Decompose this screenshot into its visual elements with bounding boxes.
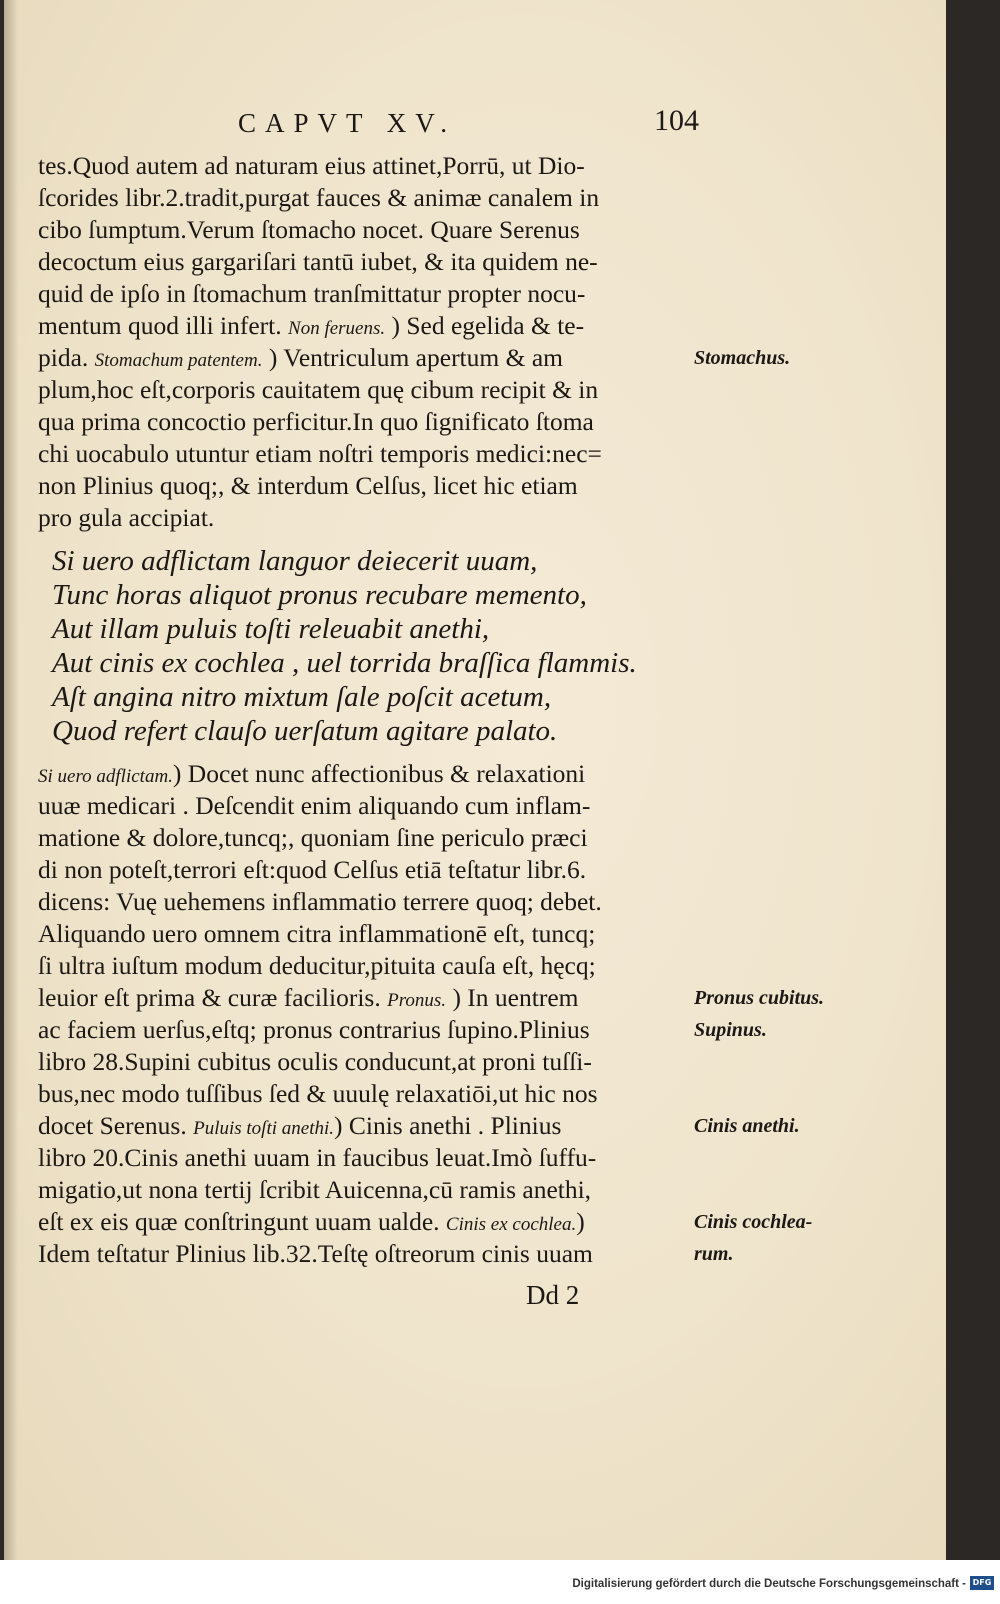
text-line: cibo ſumptum.Verum ſtomacho nocet. Quare Serenus [38,215,580,244]
text-line: libro 28.Supini cubitus oculis conducunt,at proni tuſſi- [38,1047,592,1076]
text-segment: mentum quod illi infert. [38,311,289,340]
footer-bar [0,1560,1000,1604]
running-head: CAPVT XV. [238,108,457,138]
text-line: uuæ medicari . Deſcendit enim aliquando cum inflam- [38,791,591,820]
text-line [38,1110,561,1144]
text-line: non Plinius quoq;, & interdum Celſus, licet hic etiam [38,471,578,500]
lemma-reference: Puluis toſti anethi. [193,1118,335,1139]
margin-note: Supinus. [694,1019,767,1041]
text-line: migatio,ut nona tertij ſcribit Auicenna,cū ramis anethi, [38,1175,592,1204]
text-line: bus,nec modo tuſſibus ſed & uuulę relaxatiōi,ut hic nos [38,1079,598,1108]
signature-mark: Dd 2 [526,1280,580,1310]
text-line [38,1206,585,1240]
verse-line: Tunc horas aliquot pronus recubare memento, [52,579,587,611]
lemma-reference: Cinis ex cochlea. [445,1214,577,1235]
margin-note: Cinis anethi. [694,1115,800,1137]
text-segment: docet Serenus. [38,1111,194,1140]
text-segment: ) In uentrem [446,983,579,1012]
verse-line: Aut illam puluis toſti releuabit anethi, [52,613,490,645]
page-gutter [4,0,18,1560]
margin-note: Pronus cubitus. [694,987,825,1009]
page-number: 104 [654,104,699,137]
verse-line: Aut cinis ex cochlea , uel torrida braſſica flammis. [52,647,637,679]
text-line: tes.Quod autem ad naturam eius attinet,Porrū, ut Dio- [38,151,585,180]
text-line: decoctum eius gargariſari tantū iubet, & ita quidem ne- [38,247,598,276]
text-line [38,342,563,376]
text-line: quid de ipſo in ſtomachum tranſmittatur propter nocu- [38,279,586,308]
page-header [38,104,718,148]
text-line: pro gula accipiat. [38,503,215,532]
text-segment: ) Sed egelida & te- [385,311,585,340]
text-line: ſi ultra iuſtum modum deducitur,pituita cauſa eſt, hęcq; [38,951,596,980]
text-line: Aliquando uero omnem citra inflammationē eſt, tuncq; [38,919,596,948]
verse-line: Si uero adflictam languor deiecerit uuam, [52,545,538,577]
lemma-reference: Stomachum patentem. [94,350,263,371]
verse-line: Quod refert clauſo uerſatum agitare palato. [52,715,558,747]
lemma-reference: Non feruens. [288,318,386,339]
text-line: Idem teſtatur Plinius lib.32.Teſtę oſtreorum cinis uuam [38,1239,593,1268]
text-segment: ) Ventriculum apertum & am [262,343,563,372]
text-line: di non poteſt,terrori eſt:quod Celſus etiā teſtatur libr.6. [38,855,587,884]
dfg-logo-icon: DFG [970,1576,994,1590]
verse-line: Aſt angina nitro mixtum ſale poſcit acetum, [52,681,552,713]
text-line [38,758,585,792]
text-line: libro 20.Cinis anethi uuam in faucibus leuat.Imò ſuffu- [38,1143,597,1172]
margin-note: Cinis cochlea- [694,1211,813,1233]
text-line: ac faciem uerſus,eſtq; pronus contrarius ſupino.Plinius [38,1015,590,1044]
text-segment: ) Cinis anethi . Plinius [334,1111,562,1140]
funding-credit: Digitalisierung gefördert durch die Deutsche Forschungsgemeinschaft - [572,1578,966,1590]
text-segment: pida. [38,343,95,372]
margin-note: Stomachus. [694,347,791,369]
text-segment: ) Docet nunc affectionibus & relaxationi [172,759,586,788]
lemma-reference: Si uero adflictam. [38,766,173,787]
book-page [4,0,946,1560]
text-segment: ) [576,1207,585,1236]
text-line: matione & dolore,tuncq;, quoniam ſine periculo præci [38,823,588,852]
text-line: dicens: Vuę uehemens inflammatio terrere quoq; debet. [38,887,602,916]
text-segment: leuior eſt prima & curæ facilioris. [38,983,388,1012]
margin-note: rum. [694,1243,734,1265]
text-segment: eſt ex eis quæ conſtringunt uuam ualde. [38,1207,446,1236]
text-line: qua prima concoctio perficitur.In quo ſignificato ſtoma [38,407,594,436]
text-line [38,982,578,1016]
text-line [38,310,584,344]
text-line: plum,hoc eſt,corporis cauitatem quę cibum recipit & in [38,375,599,404]
text-line: ſcorides libr.2.tradit,purgat fauces & animæ canalem in [38,183,600,212]
text-line: chi uocabulo utuntur etiam noſtri temporis medici:nec= [38,439,602,468]
lemma-reference: Pronus. [387,990,447,1011]
